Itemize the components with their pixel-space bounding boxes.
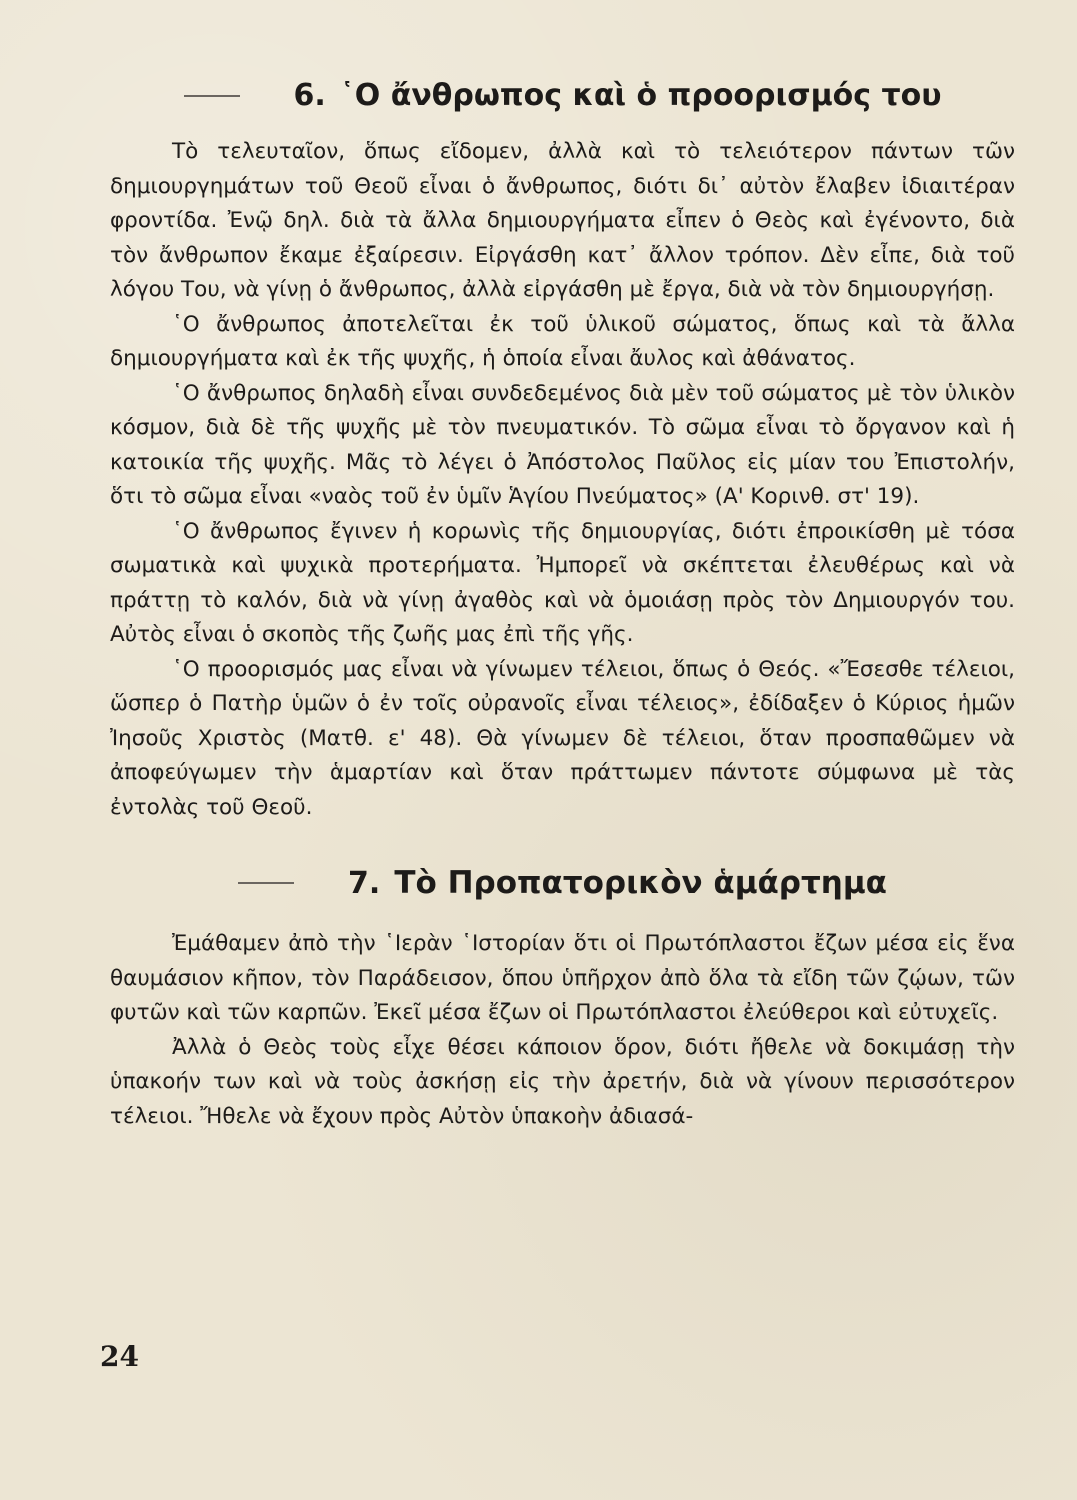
section-6-heading <box>110 78 1015 113</box>
section-6-number: 6. <box>293 78 326 113</box>
heading-dash <box>184 95 240 97</box>
section-6-paragraph: ῾Ο ἄνθρωπος δηλαδὴ εἶναι συνδεδεμένος διὰ μὲν τοῦ σώματος μὲ τὸν ὑλικὸν κόσμον, διὰ δὲ τῆς ψυχῆς μὲ τὸν πνευματικόν. Τὸ σῶμα εἶναι τὸ ὄργανον καὶ ἡ κατοικία τῆς ψυχῆς. Μᾶς τὸ λέγει ὁ Ἀπόστολος Παῦλος εἰς μίαν του Ἐπιστολήν, ὅτι τὸ σῶμα εἶναι «ναὸς τοῦ ἐν ὑμῖν Ἁγίου Πνεύματος» (Α' Κορινθ. στ' 19). <box>110 380 1015 509</box>
section-7-paragraph: Ἀλλὰ ὁ Θεὸς τοὺς εἶχε θέσει κάποιον ὅρον, διότι ἤθελε νὰ δοκιμάσῃ τὴν ὑπακοήν των καὶ νὰ τοὺς ἀσκήσῃ εἰς τὴν ἀρετήν, διὰ νὰ γίνουν περισσότερον τέλειοι. Ἤθελε νὰ ἔχουν πρὸς Αὐτὸν ὑπακοὴν ἀδιασά- <box>110 1034 1015 1129</box>
page-number: 24 <box>100 1340 139 1373</box>
section-7-heading <box>110 865 1015 901</box>
section-6-body <box>110 135 1015 825</box>
section-7-paragraph: Ἐμάθαμεν ἀπὸ τὴν ῾Ιερὰν ῾Ιστορίαν ὅτι οἱ Πρωτόπλαστοι ἔζων μέσα εἰς ἕνα θαυμάσιον κῆπον, τὸν Παράδεισον, ὅπου ὑπῆρχον ἀπὸ ὅλα τὰ εἴδη τῶν ζῴων, τῶν φυτῶν καὶ τῶν καρπῶν. Ἐκεῖ μέσα ἔζων οἱ Πρωτόπλαστοι ἐλεύθεροι καὶ εὐτυχεῖς. <box>110 931 1015 1025</box>
section-6-title: ῾Ο ἄνθρωπος καὶ ὁ προορισμός του <box>339 78 942 113</box>
section-7-body <box>110 927 1015 1134</box>
section-6-paragraph: ῾Ο ἄνθρωπος ἔγινεν ἡ κορωνὶς τῆς δημιουργίας, διότι ἐπροικίσθη μὲ τόσα σωματικὰ καὶ ψυχικὰ προτερήματα. Ἠμπορεῖ νὰ σκέπτεται ἐλευθέρως καὶ νὰ πράττῃ τὸ καλόν, διὰ νὰ γίνῃ ἀγαθὸς καὶ νὰ ὁμοιάσῃ πρὸς τὸν Δημιουργόν του. Αὐτὸς εἶναι ὁ σκοπὸς τῆς ζωῆς μας ἐπὶ τῆς γῆς. <box>110 518 1015 647</box>
heading-dash <box>238 882 294 884</box>
section-7-title: Τὸ Προπατορικὸν ἁμάρτημα <box>394 865 887 901</box>
section-6-paragraph: ῾Ο ἄνθρωπος ἀποτελεῖται ἐκ τοῦ ὑλικοῦ σώματος, ὅπως καὶ τὰ ἄλλα δημιουργήματα καὶ ἐκ τῆς ψυχῆς, ἡ ὁποία εἶναι ἄυλος καὶ ἀθάνατος. <box>110 311 1015 371</box>
section-6-paragraph: Τὸ τελευταῖον, ὅπως εἴδομεν, ἀλλὰ καὶ τὸ τελειότερον πάντων τῶν δημιουργημάτων τοῦ Θεοῦ εἶναι ὁ ἄνθρωπος, διότι δι᾿ αὐτὸν ἔλαβεν ἰδιαιτέραν φροντίδα. Ἐνῷ δηλ. διὰ τὰ ἄλλα δημιουργήματα εἶπεν ὁ Θεὸς καὶ ἐγένοντο, διὰ τὸν ἄνθρωπον ἔκαμε ἐξαίρεσιν. Εἰργάσθη κατ᾿ ἄλλον τρόπον. Δὲν εἶπε, διὰ τοῦ λόγου Του, νὰ γίνῃ ὁ ἄνθρωπος, ἀλλὰ εἰργάσθη μὲ ἔργα, διὰ νὰ τὸν δημιουργήσῃ. <box>110 139 1015 302</box>
section-6-paragraph: ῾Ο προορισμός μας εἶναι νὰ γίνωμεν τέλειοι, ὅπως ὁ Θεός. «Ἔσεσθε τέλειοι, ὥσπερ ὁ Πατὴρ ὑμῶν ὁ ἐν τοῖς οὐρανοῖς εἶναι τέλειος», ἐδίδαξεν ὁ Κύριος ἡμῶν Ἰησοῦς Χριστὸς (Ματθ. ε' 48). Θὰ γίνωμεν δὲ τέλειοι, ὅταν προσπαθῶμεν νὰ ἀποφεύγωμεν τὴν ἁμαρτίαν καὶ ὅταν πράττωμεν πάντοτε σύμφωνα μὲ τὰς ἐντολὰς τοῦ Θεοῦ. <box>110 656 1015 820</box>
section-7-number: 7. <box>348 865 381 901</box>
